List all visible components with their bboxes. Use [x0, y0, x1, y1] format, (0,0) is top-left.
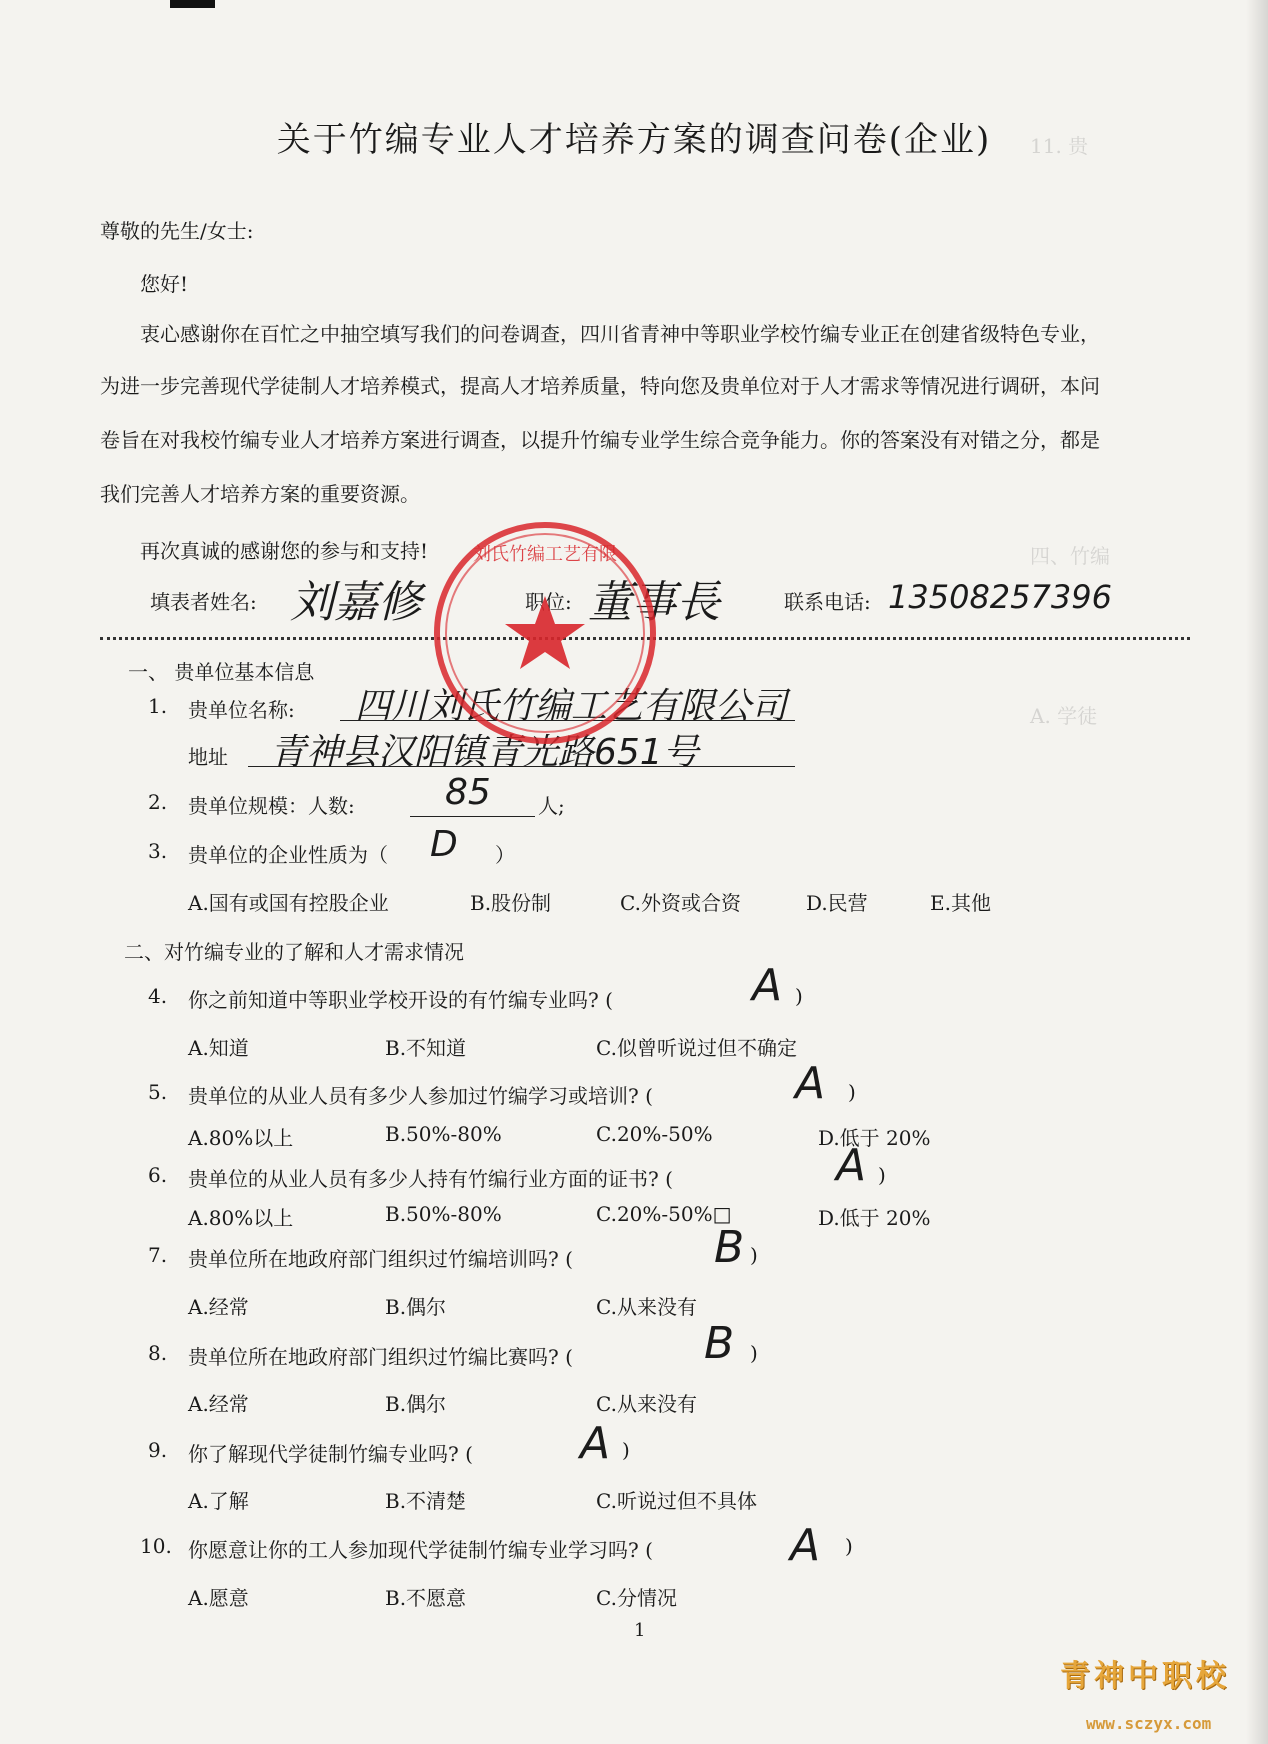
question-number: 10. [140, 1534, 172, 1558]
question-close: ) [845, 1534, 853, 1558]
answer-handwritten[interactable]: B [704, 1318, 735, 1369]
answer-option: C.从来没有 [596, 1392, 697, 1416]
answer-option: C.20%-50% [596, 1122, 713, 1146]
address-handwritten[interactable]: 青神县汉阳镇青光路651号 [270, 732, 699, 773]
section2-heading: 二、对竹编专业的了解和人才需求情况 [124, 940, 464, 964]
bleed-through-text: A. 学徒 [1030, 704, 1098, 728]
answer-handwritten[interactable]: A [790, 1520, 821, 1571]
answer-option: B.不清楚 [385, 1489, 467, 1513]
answer-option: B.不愿意 [385, 1586, 467, 1610]
q3-label: 贵单位的企业性质为（ [188, 843, 388, 867]
question-close: ) [750, 1243, 758, 1267]
headcount-handwritten[interactable]: 85 [445, 772, 491, 813]
headcount-underline [410, 816, 535, 817]
answer-option: D.低于 20% [818, 1206, 931, 1230]
phone-handwritten[interactable]: 13508257396 [888, 578, 1112, 616]
answer-handwritten[interactable]: A [836, 1140, 867, 1191]
q2-label: 贵单位规模：人数: [188, 794, 355, 818]
q3-option: E.其他 [930, 891, 991, 915]
position-label: 职位: [525, 590, 572, 614]
question-text: 你了解现代学徒制竹编专业吗? ( [188, 1442, 473, 1466]
question-text: 你愿意让你的工人参加现代学徒制竹编专业学习吗? ( [188, 1538, 653, 1562]
answer-option: A.经常 [188, 1295, 249, 1319]
intro-line: 卷旨在对我校竹编专业人才培养方案进行调查，以提升竹编专业学生综合竞争能力。你的答案没有对错之分，都是 [100, 428, 1100, 452]
q3-option: D.民营 [806, 891, 868, 915]
scan-mark [170, 0, 215, 8]
address-label: 地址 [188, 745, 228, 769]
answer-handwritten[interactable]: A [752, 960, 783, 1011]
answer-handwritten[interactable]: A [580, 1418, 611, 1469]
question-text: 贵单位所在地政府部门组织过竹编比赛吗? ( [188, 1345, 573, 1369]
answer-option: A.了解 [188, 1489, 249, 1513]
company-seal-stamp [430, 518, 660, 748]
answer-option: A.知道 [188, 1036, 249, 1060]
intro-line: 为进一步完善现代学徒制人才培养模式，提高人才培养质量，特向您及贵单位对于人才需求等情况进行调研，本问 [100, 374, 1100, 398]
question-number: 4. [148, 984, 168, 1008]
site-url: www.sczyx.com [1086, 1714, 1212, 1733]
question-text: 你之前知道中等职业学校开设的有竹编专业吗? ( [188, 988, 613, 1012]
answer-option: B.不知道 [385, 1036, 467, 1060]
q1-label: 贵单位名称: [188, 698, 295, 722]
question-number: 9. [148, 1438, 168, 1462]
answer-option: C.20%-50%□ [596, 1202, 732, 1226]
answer-option: A.80%以上 [188, 1206, 294, 1230]
address-underline [248, 766, 795, 767]
page-edge-shadow [1246, 0, 1268, 1744]
page-number: 1 [634, 1620, 646, 1641]
q3-option: C.外资或合资 [620, 891, 741, 915]
seal-text: 刘氏竹编工艺有限 [473, 544, 617, 565]
answer-option: A.愿意 [188, 1586, 249, 1610]
intro-line: 衷心感谢你在百忙之中抽空填写我们的问卷调查，四川省青神中等职业学校竹编专业正在创建省级特色专业， [140, 322, 1100, 346]
answer-option: C.从来没有 [596, 1295, 697, 1319]
question-number: 6. [148, 1163, 168, 1187]
name-handwritten[interactable]: 刘嘉修 [290, 577, 422, 628]
question-close: ) [622, 1438, 630, 1462]
question-close: ) [750, 1341, 758, 1365]
answer-option: C.似曾听说过但不确定 [596, 1036, 797, 1060]
question-close: ) [878, 1163, 886, 1187]
thanks-line: 再次真诚的感谢您的参与和支持! [140, 539, 429, 563]
document-title: 关于竹编专业人才培养方案的调查问卷(企业) [276, 120, 992, 160]
answer-handwritten[interactable]: A [795, 1058, 826, 1109]
company-name-handwritten[interactable]: 四川刘氏竹编工艺有限公司 [355, 686, 788, 727]
answer-option: B.偶尔 [385, 1392, 447, 1416]
question-text: 贵单位的从业人员有多少人持有竹编行业方面的证书? ( [188, 1167, 673, 1191]
hello-line: 您好! [140, 272, 189, 296]
question-number: 5. [148, 1080, 168, 1104]
answer-option: A.80%以上 [188, 1126, 294, 1150]
question-close: ) [848, 1080, 856, 1104]
name-label: 填表者姓名: [150, 590, 257, 614]
q3-option: B.股份制 [470, 891, 552, 915]
greeting: 尊敬的先生/女士: [100, 219, 254, 243]
q3-number: 3. [148, 839, 168, 863]
phone-label: 联系电话: [784, 590, 871, 614]
q1-number: 1. [148, 694, 168, 718]
answer-option: C.听说过但不具体 [596, 1489, 757, 1513]
question-number: 8. [148, 1341, 168, 1365]
answer-handwritten[interactable]: B [714, 1222, 745, 1273]
site-watermark: 青神中职校 [1060, 1659, 1230, 1694]
answer-option: B.50%-80% [385, 1202, 502, 1226]
question-close: ) [795, 984, 803, 1008]
question-text: 贵单位所在地政府部门组织过竹编培训吗? ( [188, 1247, 573, 1271]
question-text: 贵单位的从业人员有多少人参加过竹编学习或培训? ( [188, 1084, 653, 1108]
q2-number: 2. [148, 790, 168, 814]
section1-heading: 一、 贵单位基本信息 [128, 660, 315, 684]
answer-option: D.低于 20% [818, 1126, 931, 1150]
intro-line: 我们完善人才培养方案的重要资源。 [100, 482, 420, 506]
q3-option: A.国有或国有控股企业 [188, 891, 389, 915]
position-handwritten[interactable]: 董事長 [588, 577, 720, 628]
q3-close: ） [495, 843, 515, 867]
bleed-through-text: 四、竹编 [1030, 544, 1110, 568]
q2-unit: 人; [538, 794, 565, 818]
answer-option: C.分情况 [596, 1586, 677, 1610]
q3-answer-handwritten[interactable]: D [430, 824, 458, 865]
answer-option: A.经常 [188, 1392, 249, 1416]
bleed-through-text: 11. 贵 [1030, 134, 1089, 158]
answer-option: B.偶尔 [385, 1295, 447, 1319]
answer-option: B.50%-80% [385, 1122, 502, 1146]
question-number: 7. [148, 1243, 168, 1267]
